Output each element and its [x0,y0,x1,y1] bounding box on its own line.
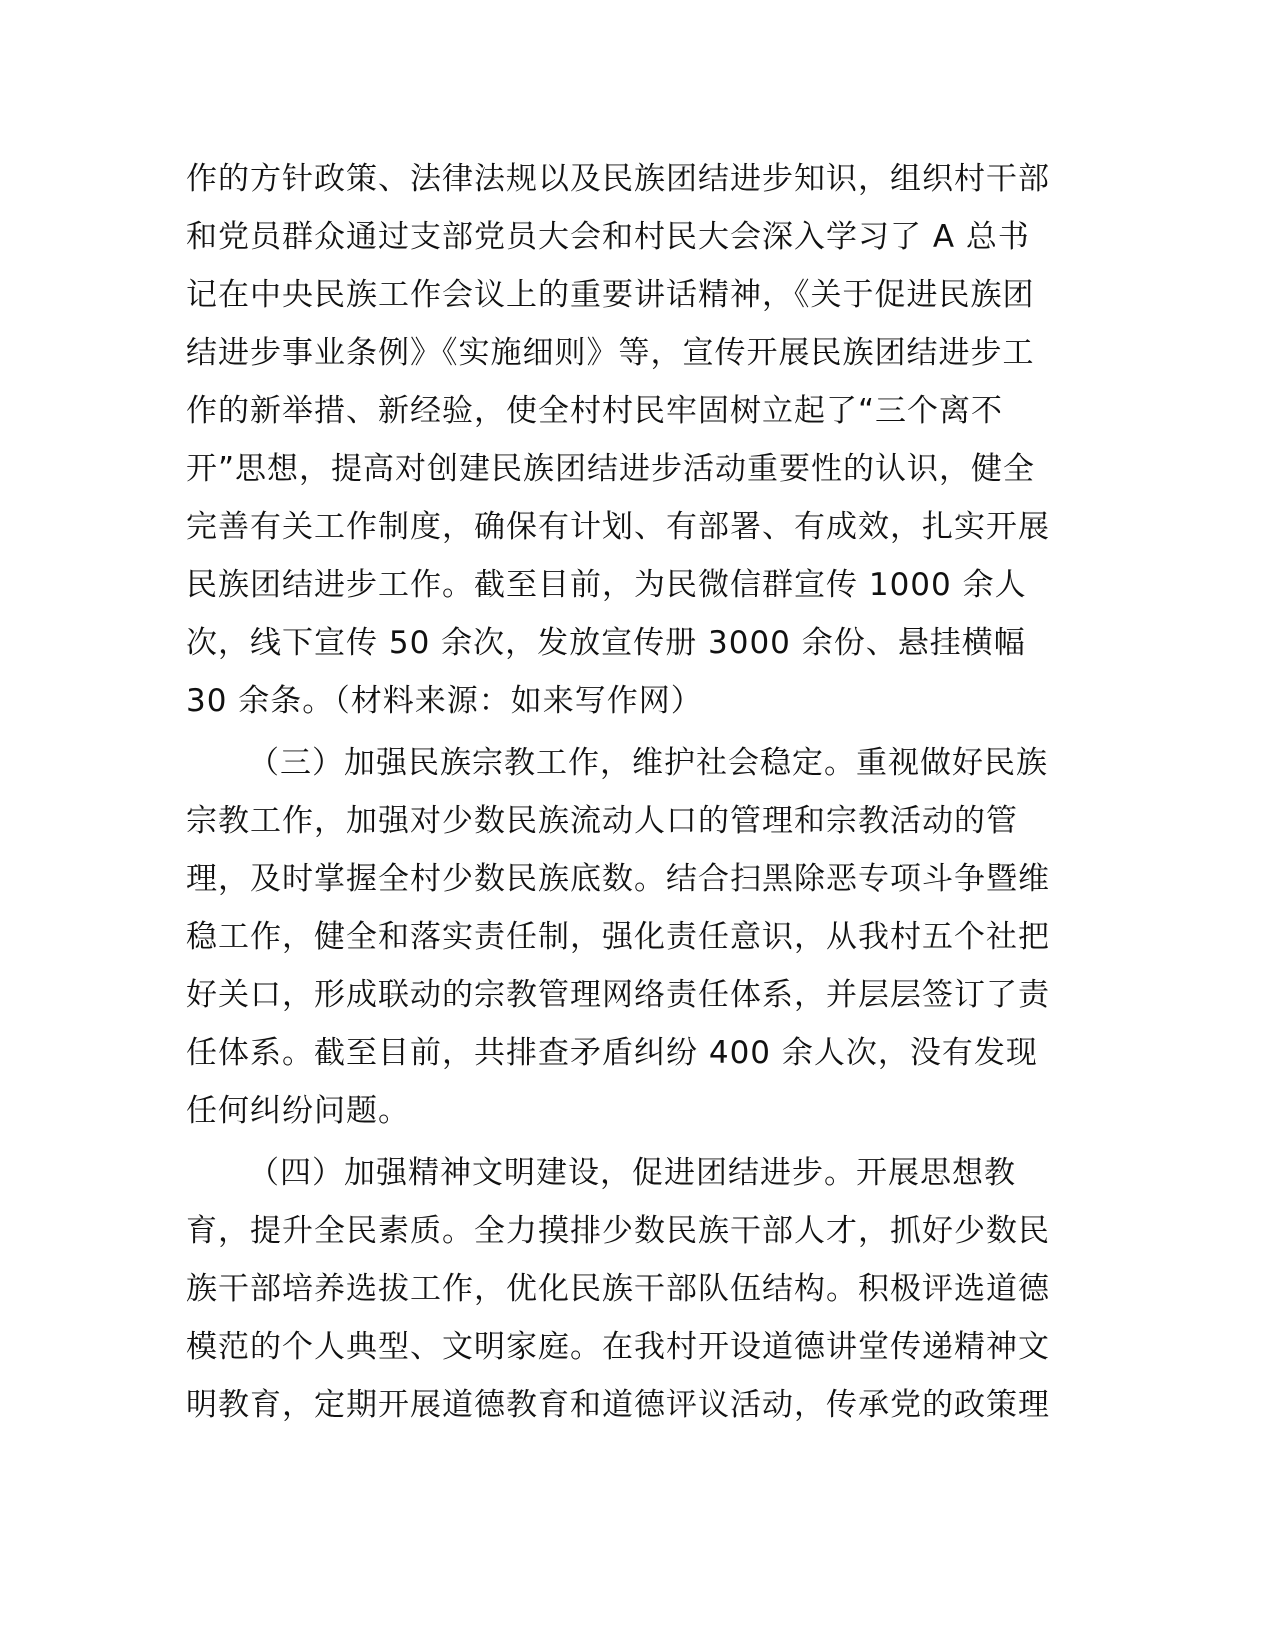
text-line: 稳工作，健全和落实责任制，强化责任意识，从我村五个社把 [186,919,1050,955]
paragraph-3 [186,1144,1089,1434]
text-line: 族干部培养选拔工作，优化民族干部队伍结构。积极评选道德 [186,1271,1050,1307]
text-line: 任何纠纷问题。 [186,1093,410,1129]
text-line: 结进步事业条例》《实施细则》等，宣传开展民族团结进步工 [186,335,1035,371]
text-line: 任体系。截至目前，共排查矛盾纠纷 400 余人次，没有发现 [186,1035,1038,1071]
text-line: （三）加强民族宗教工作，维护社会稳定。重视做好民族 [248,745,1048,781]
text-line: 次，线下宣传 50 余次，发放宣传册 3000 余份、悬挂横幅 [186,625,1026,661]
text-line: 完善有关工作制度，确保有计划、有部署、有成效，扎实开展 [186,509,1050,545]
text-line: 宗教工作，加强对少数民族流动人口的管理和宗教活动的管 [186,803,1018,839]
text-line: （四）加强精神文明建设，促进团结进步。开展思想教 [248,1155,1016,1191]
text-line: 30 余条。（材料来源：如来写作网） [186,683,703,719]
text-line: 模范的个人典型、文明家庭。在我村开设道德讲堂传递精神文 [186,1329,1050,1365]
text-line: 作的方针政策、法律法规以及民族团结进步知识，组织村干部 [186,161,1050,197]
text-line: 好关口，形成联动的宗教管理网络责任体系，并层层签订了责 [186,977,1050,1013]
text-line: 育，提升全民素质。全力摸排少数民族干部人才，抓好少数民 [186,1213,1050,1249]
text-line: 记在中央民族工作会议上的重要讲话精神，《关于促进民族团 [186,277,1035,313]
text-line: 作的新举措、新经验，使全村村民牢固树立起了“三个离不 [186,393,1004,429]
text-line: 理，及时掌握全村少数民族底数。结合扫黑除恶专项斗争暨维 [186,861,1050,897]
paragraph-2 [186,734,1089,1140]
text-line: 民族团结进步工作。截至目前，为民微信群宣传 1000 余人 [186,567,1027,603]
document-page [186,150,1089,1434]
text-line: 和党员群众通过支部党员大会和村民大会深入学习了 A 总书 [186,219,1030,255]
text-line: 开”思想，提高对创建民族团结进步活动重要性的认识，健全 [186,451,1036,487]
text-line: 明教育，定期开展道德教育和道德评议活动，传承党的政策理 [186,1387,1050,1423]
paragraph-1 [186,150,1089,730]
